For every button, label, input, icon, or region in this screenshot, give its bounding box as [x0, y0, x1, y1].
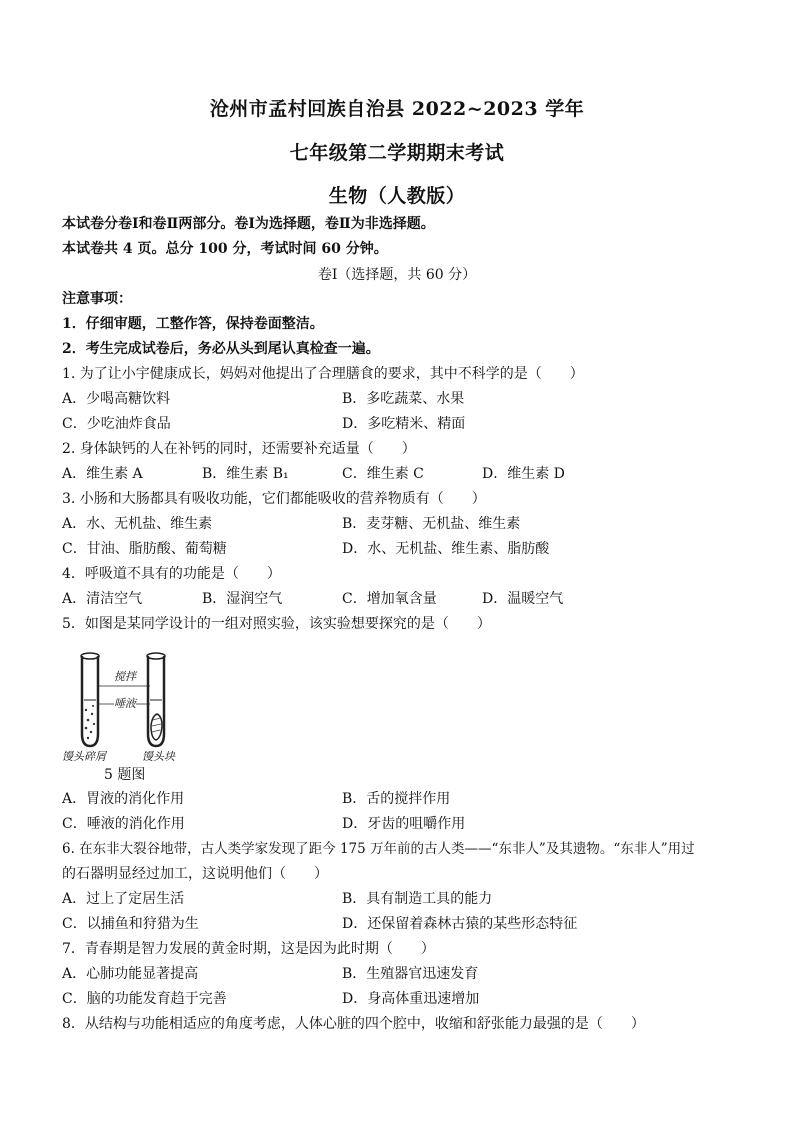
q1-option-a: A．少喝高糖饮料 [62, 391, 171, 407]
question-6-stem-line1: 6. 在东非大裂谷地带，古人类学家发现了距今 175 万年前的古人类——“东非人”及其遗物。“东非人”用过 [62, 841, 695, 857]
question-5-stem: 5．如图是某同学设计的一组对照实验，该实验想要探究的是（ ） [62, 616, 491, 632]
q4-option-a: A．清洁空气 [62, 591, 143, 607]
notes-heading: 注意事项： [62, 291, 132, 307]
q2-option-b: B．维生素 B₁ [202, 466, 289, 482]
q1-option-b: B．多吃蔬菜、水果 [342, 391, 465, 407]
figure-label-right-tube: 馒头块 [142, 750, 175, 763]
q5-option-a: A．胃液的消化作用 [62, 791, 185, 807]
question-7-stem: 7．青春期是智力发展的黄金时期，这是因为此时期（ ） [62, 941, 435, 957]
notes-item2: 2．考生完成试卷后，务必从头到尾认真检查一遍。 [62, 341, 380, 357]
exam-title-line1: 沧州市孟村回族自治县 2022~2023 学年 [209, 98, 585, 120]
q5-option-b: B．舌的搅拌作用 [342, 791, 451, 807]
figure-label-stir: 搅拌 [114, 670, 136, 683]
question-8-stem: 8．从结构与功能相适应的角度考虑，人体心脏的四个腔中，收缩和舒张能力最强的是（ ） [62, 1016, 645, 1032]
intro-line2: 本试卷共 4 页。总分 100 分，考试时间 60 分钟。 [62, 241, 388, 257]
q4-option-c: C．增加氧含量 [342, 591, 437, 607]
q5-option-c: C．唾液的消化作用 [62, 816, 185, 832]
question-3-stem: 3. 小肠和大肠都具有吸收功能，它们都能吸收的营养物质有（ ） [62, 491, 486, 507]
q2-option-d: D．维生素 D [482, 466, 565, 482]
q2-option-a: A．维生素 A [62, 466, 143, 482]
question-1-stem: 1. 为了让小宇健康成长，妈妈对他提出了合理膳食的要求，其中不科学的是（ ） [62, 366, 584, 382]
notes-item1: 1．仔细审题，工整作答，保持卷面整洁。 [62, 316, 324, 332]
q6-option-a: A．过上了定居生活 [62, 891, 185, 907]
section-heading: 卷Ⅰ（选择题，共 60 分） [317, 267, 477, 283]
question-4-stem: 4．呼吸道不具有的功能是（ ） [62, 566, 281, 582]
q7-option-d: D．身高体重迅速增加 [342, 991, 480, 1007]
q4-option-d: D．温暖空气 [482, 591, 564, 607]
q3-option-c: C．甘油、脂肪酸、葡萄糖 [62, 541, 227, 557]
q4-option-b: B．湿润空气 [202, 591, 283, 607]
figure-caption: 5 题图 [104, 767, 146, 783]
q7-option-b: B．生殖器官迅速发育 [342, 966, 479, 982]
q5-option-d: D．牙齿的咀嚼作用 [342, 816, 466, 832]
q7-option-a: A．心肺功能显著提高 [62, 966, 199, 982]
question-2-stem: 2. 身体缺钙的人在补钙的同时，还需要补充适量（ ） [62, 441, 416, 457]
exam-title-line2: 七年级第二学期期末考试 [289, 142, 505, 164]
q6-option-b: B．具有制造工具的能力 [342, 891, 493, 907]
intro-line1: 本试卷分卷Ⅰ和卷Ⅱ两部分。卷Ⅰ为选择题，卷Ⅱ为非选择题。 [62, 216, 435, 232]
q3-option-d: D．水、无机盐、维生素、脂肪酸 [342, 541, 550, 557]
figure-label-saliva: 唾液 [114, 697, 136, 710]
q6-option-d: D．还保留着森林古猿的某些形态特征 [342, 916, 578, 932]
q3-option-a: A．水、无机盐、维生素 [62, 516, 213, 532]
q6-option-c: C．以捕鱼和狩猎为生 [62, 916, 199, 932]
question-6-stem-line2: 的石器明显经过加工，这说明他们（ ） [62, 866, 328, 882]
q7-option-c: C．脑的功能发育趋于完善 [62, 991, 227, 1007]
exam-title-line3: 生物（人教版） [328, 185, 466, 207]
test-tube-figure [62, 648, 202, 768]
q2-option-c: C．维生素 C [342, 466, 424, 482]
q1-option-c: C．少吃油炸食品 [62, 416, 171, 432]
q1-option-d: D．多吃精米、精面 [342, 416, 466, 432]
figure-label-left-tube: 馒头碎屑 [62, 750, 106, 763]
q3-option-b: B．麦芽糖、无机盐、维生素 [342, 516, 521, 532]
